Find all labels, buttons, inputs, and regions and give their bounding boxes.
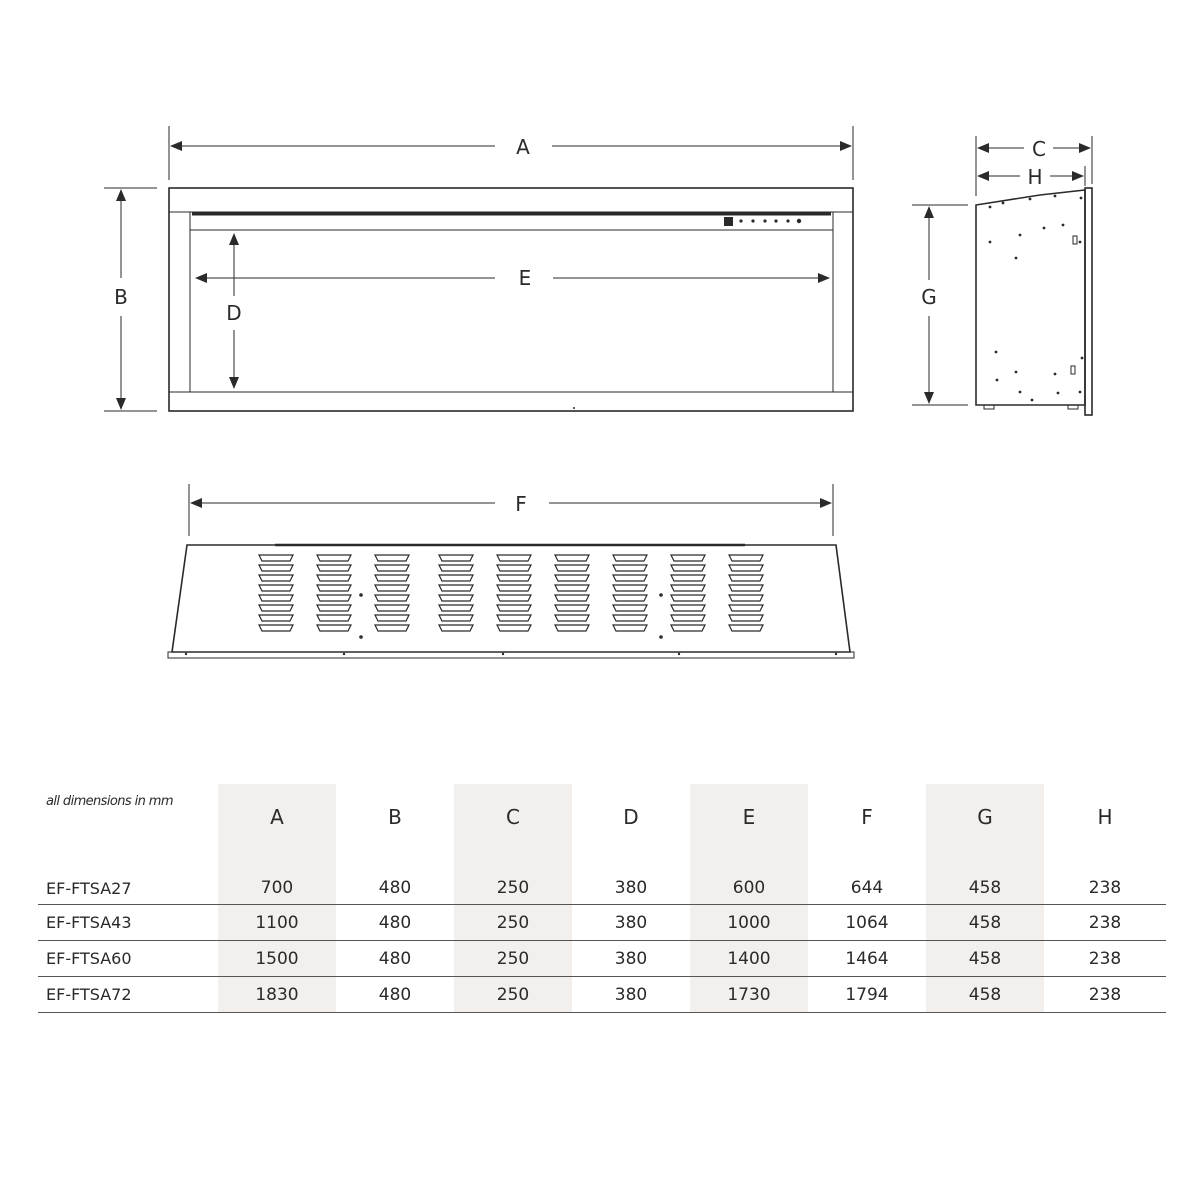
cell-c: 250: [454, 905, 572, 941]
vent-slot: [439, 575, 473, 581]
cell-g: 458: [926, 977, 1044, 1013]
model-name: EF-FTSA27: [46, 879, 132, 898]
vent-slot: [729, 555, 763, 561]
vent-slot: [317, 585, 351, 591]
cell-c: 250: [454, 850, 572, 905]
cell-b: 480: [378, 984, 412, 1005]
top-view: [168, 545, 854, 658]
vent-slot: [497, 585, 531, 591]
cell-f: 1064: [845, 912, 889, 933]
cell-g: 458: [926, 905, 1044, 941]
vent-slot: [439, 565, 473, 571]
vent-slot: [439, 585, 473, 591]
dimension-b: [104, 188, 157, 411]
table-row: [38, 850, 1166, 905]
vent-slot: [555, 585, 589, 591]
vent-slot: [671, 625, 705, 631]
cell-h: 238: [1088, 984, 1122, 1005]
vent-slot: [317, 575, 351, 581]
vent-slot: [555, 565, 589, 571]
cell-b: 480: [378, 948, 412, 969]
label-h: H: [1027, 165, 1043, 189]
vent-slot: [613, 565, 647, 571]
vent-slot: [671, 595, 705, 601]
side-rivets: [989, 195, 1084, 402]
vent-slot: [497, 605, 531, 611]
vent-slot: [613, 625, 647, 631]
vent-slot: [671, 605, 705, 611]
vent-slot: [497, 625, 531, 631]
vent-slot: [259, 585, 293, 591]
vent-slot: [439, 625, 473, 631]
dimension-a: [169, 126, 853, 180]
cell-f: 1464: [845, 948, 889, 969]
column-header-d: D: [623, 805, 639, 829]
vent-slot: [259, 605, 293, 611]
model-name: EF-FTSA72: [46, 985, 132, 1004]
vent-slot: [439, 605, 473, 611]
vent-slot: [671, 555, 705, 561]
cell-c: 250: [454, 977, 572, 1013]
vent-slot: [375, 595, 409, 601]
vent-slot: [671, 575, 705, 581]
vent-slot: [555, 615, 589, 621]
side-view: [976, 188, 1092, 415]
vent-slot: [259, 555, 293, 561]
vent-slot: [259, 575, 293, 581]
vent-slot: [375, 585, 409, 591]
vent-slot: [497, 555, 531, 561]
vent-slot: [729, 625, 763, 631]
column-header-b: B: [388, 805, 402, 829]
vent-slot: [729, 575, 763, 581]
table-row: [38, 977, 1166, 1013]
cell-a: 700: [218, 850, 336, 905]
dimension-d: [226, 234, 241, 388]
vent-slot: [317, 555, 351, 561]
label-f: F: [515, 492, 527, 516]
vent-slot: [259, 565, 293, 571]
dimension-e: [196, 266, 829, 290]
vent-slot: [375, 625, 409, 631]
vent-slot: [317, 615, 351, 621]
dimension-f: [189, 484, 833, 536]
vent-slot: [497, 565, 531, 571]
label-c: C: [1032, 137, 1046, 161]
cell-b: 480: [378, 912, 412, 933]
vent-slot: [555, 555, 589, 561]
vent-slot: [613, 555, 647, 561]
table-header-row: [38, 784, 1166, 850]
cell-e: 1000: [690, 905, 808, 941]
vent-slot: [317, 625, 351, 631]
vent-slot: [259, 625, 293, 631]
vent-slot: [439, 615, 473, 621]
vent-slot: [375, 575, 409, 581]
cell-h: 238: [1088, 878, 1122, 898]
vent-slot: [439, 595, 473, 601]
units-note: all dimensions in mm: [46, 794, 173, 809]
label-g: G: [921, 285, 937, 309]
cell-f: 1794: [845, 984, 889, 1005]
table-row: [38, 941, 1166, 977]
vent-slot: [497, 595, 531, 601]
vent-slot: [555, 625, 589, 631]
cell-e: 600: [690, 850, 808, 905]
vent-slot: [555, 595, 589, 601]
cell-f: 644: [850, 878, 884, 898]
vent-slot: [259, 615, 293, 621]
column-header-g: G: [926, 784, 1044, 850]
cell-h: 238: [1088, 912, 1122, 933]
dimension-h: [978, 165, 1085, 189]
vent-slot: [317, 595, 351, 601]
vent-slot: [613, 575, 647, 581]
model-name: EF-FTSA43: [46, 913, 132, 932]
vent-slot: [259, 595, 293, 601]
vent-slot: [497, 575, 531, 581]
vent-slot: [613, 615, 647, 621]
column-header-c: C: [454, 784, 572, 850]
control-panel-icons: [724, 217, 801, 226]
vent-slot: [375, 615, 409, 621]
vent-slot: [375, 605, 409, 611]
vent-slot: [613, 595, 647, 601]
vent-slot: [729, 565, 763, 571]
table-row: [38, 905, 1166, 941]
vent-slot: [317, 565, 351, 571]
cell-g: 458: [926, 941, 1044, 977]
vent-slot: [497, 615, 531, 621]
vent-slot: [613, 605, 647, 611]
vent-slot: [555, 575, 589, 581]
vent-louvers: [259, 555, 763, 631]
label-d: D: [226, 301, 242, 325]
label-e: E: [518, 266, 532, 290]
vent-slot: [729, 605, 763, 611]
label-a: A: [516, 135, 530, 159]
vent-slot: [613, 585, 647, 591]
vent-slot: [729, 615, 763, 621]
vent-slot: [317, 605, 351, 611]
cell-b: 480: [378, 878, 412, 898]
column-header-a: A: [218, 784, 336, 850]
label-b: B: [114, 285, 128, 309]
cell-e: 1400: [690, 941, 808, 977]
vent-slot: [555, 605, 589, 611]
vent-slot: [375, 555, 409, 561]
column-header-h: H: [1097, 805, 1113, 829]
cell-d: 380: [614, 878, 648, 898]
front-view: [169, 188, 853, 411]
cell-a: 1100: [218, 905, 336, 941]
vent-slot: [439, 555, 473, 561]
model-name: EF-FTSA60: [46, 949, 132, 968]
vent-slot: [375, 565, 409, 571]
cell-d: 380: [614, 948, 648, 969]
cell-h: 238: [1088, 948, 1122, 969]
dimension-g: [912, 205, 968, 405]
column-header-f: F: [861, 805, 873, 829]
column-header-e: E: [690, 784, 808, 850]
vent-slot: [729, 585, 763, 591]
vent-slot: [729, 595, 763, 601]
vent-slot: [671, 565, 705, 571]
dimensions-table: [38, 784, 1166, 1013]
cell-a: 1500: [218, 941, 336, 977]
cell-g: 458: [926, 850, 1044, 905]
cell-e: 1730: [690, 977, 808, 1013]
cell-d: 380: [614, 912, 648, 933]
cell-d: 380: [614, 984, 648, 1005]
vent-slot: [671, 615, 705, 621]
cell-a: 1830: [218, 977, 336, 1013]
vent-slot: [671, 585, 705, 591]
cell-c: 250: [454, 941, 572, 977]
